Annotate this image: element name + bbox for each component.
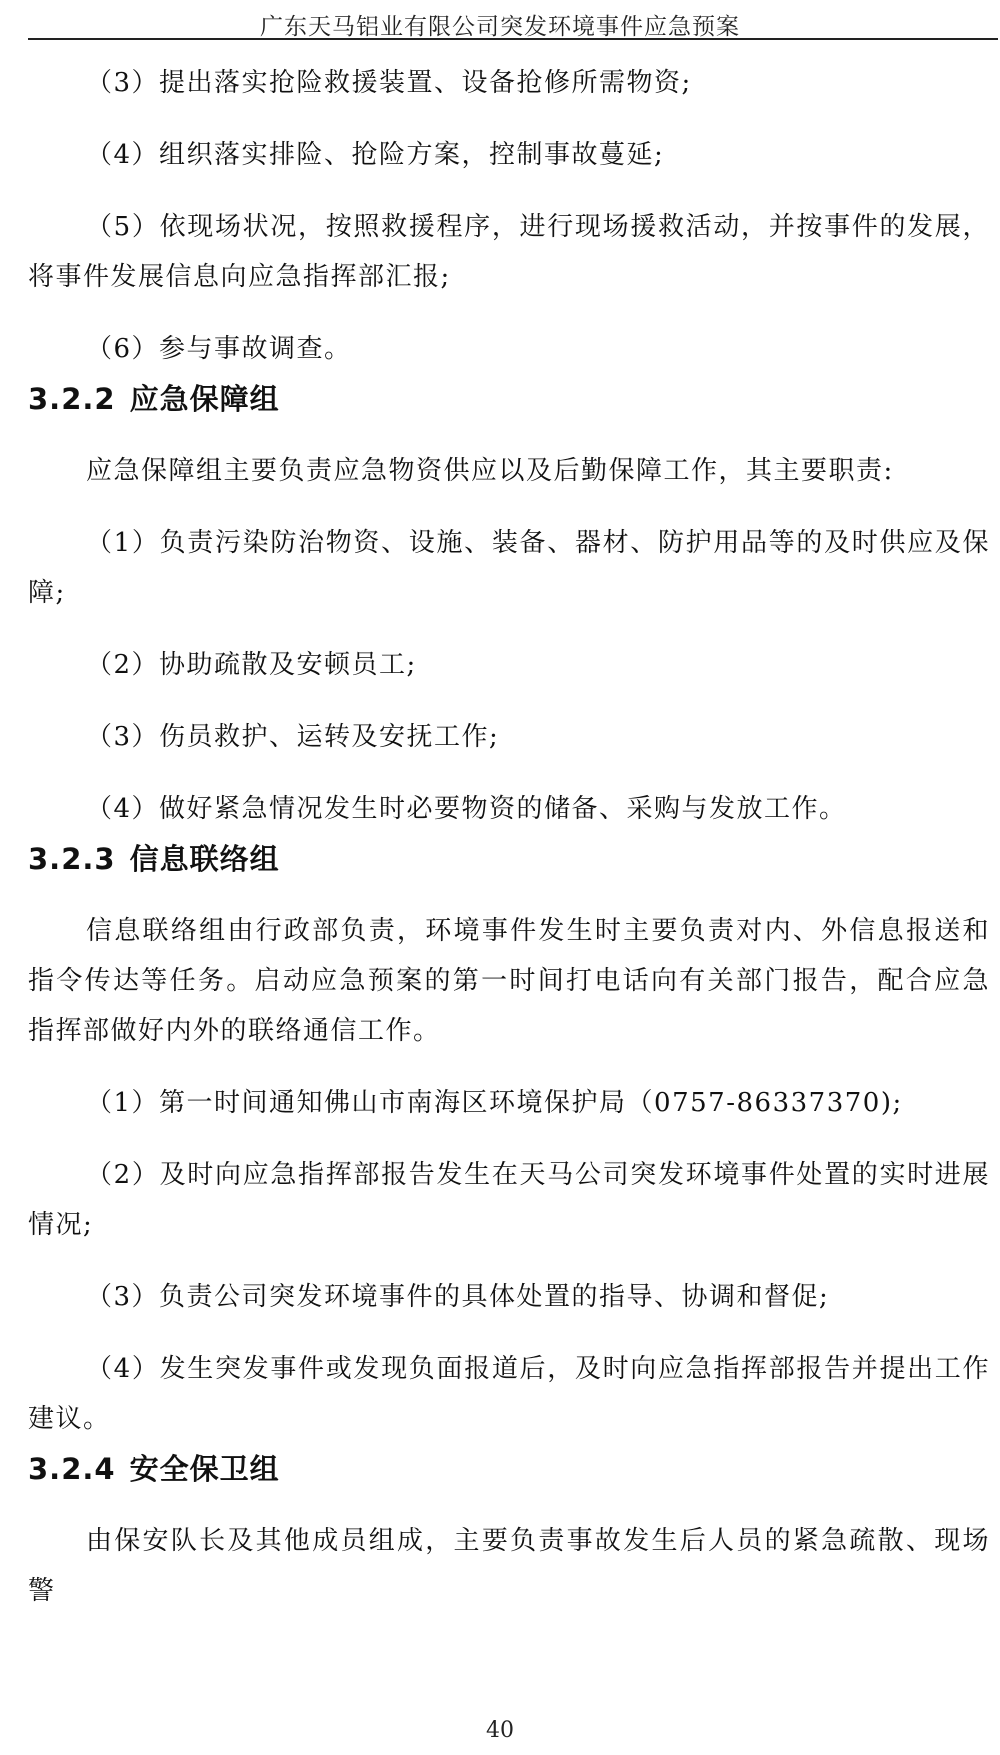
- paragraph: 由保安队长及其他成员组成，主要负责事故发生后人员的紧急疏散、现场警: [28, 1526, 990, 1606]
- paragraph: （3）负责公司突发环境事件的具体处置的指导、协调和督促;: [86, 1282, 830, 1312]
- paragraph: （4）发生突发事件或发现负面报道后，及时向应急指挥部报告并提出工作建议。: [28, 1354, 990, 1434]
- paragraph: （2）协助疏散及安顿员工;: [86, 650, 417, 680]
- paragraph: （4）做好紧急情况发生时必要物资的储备、采购与发放工作。: [86, 794, 847, 824]
- section-number: 3.2.4: [28, 1452, 116, 1486]
- document-body: [28, 58, 990, 1616]
- section-heading-3-2-4: [28, 1444, 990, 1494]
- section-heading-3-2-2: [28, 374, 990, 424]
- paragraph: （3）提出落实抢险救援装置、设备抢修所需物资;: [86, 68, 692, 98]
- paragraph: （5）依现场状况，按照救援程序，进行现场援救活动，并按事件的发展，将事件发展信息向应急指挥部汇报;: [28, 212, 990, 292]
- page-number: 40: [486, 1718, 514, 1743]
- section-number: 3.2.2: [28, 382, 116, 416]
- section-title: 信息联络组: [129, 842, 280, 876]
- paragraph: （4）组织落实排险、抢险方案，控制事故蔓延;: [86, 140, 665, 170]
- paragraph: 应急保障组主要负责应急物资供应以及后勤保障工作，其主要职责:: [86, 456, 894, 486]
- paragraph: （1）第一时间通知佛山市南海区环境保护局（0757-86337370);: [86, 1088, 903, 1118]
- section-heading-3-2-3: [28, 834, 990, 884]
- paragraph: 信息联络组由行政部负责，环境事件发生时主要负责对内、外信息报送和指令传达等任务。启动应急预案的第一时间打电话向有关部门报告，配合应急指挥部做好内外的联络通信工作。: [28, 916, 990, 1046]
- page-header-title: 广东天马铝业有限公司突发环境事件应急预案: [260, 14, 740, 40]
- section-title: 应急保障组: [129, 382, 280, 416]
- paragraph: （3）伤员救护、运转及安抚工作;: [86, 722, 500, 752]
- section-number: 3.2.3: [28, 842, 116, 876]
- paragraph: （6）参与事故调查。: [86, 334, 352, 364]
- paragraph: （1）负责污染防治物资、设施、装备、器材、防护用品等的及时供应及保障;: [28, 528, 990, 608]
- section-title: 安全保卫组: [129, 1452, 280, 1486]
- header-divider: [28, 38, 998, 40]
- paragraph: （2）及时向应急指挥部报告发生在天马公司突发环境事件处置的实时进展情况;: [28, 1160, 990, 1240]
